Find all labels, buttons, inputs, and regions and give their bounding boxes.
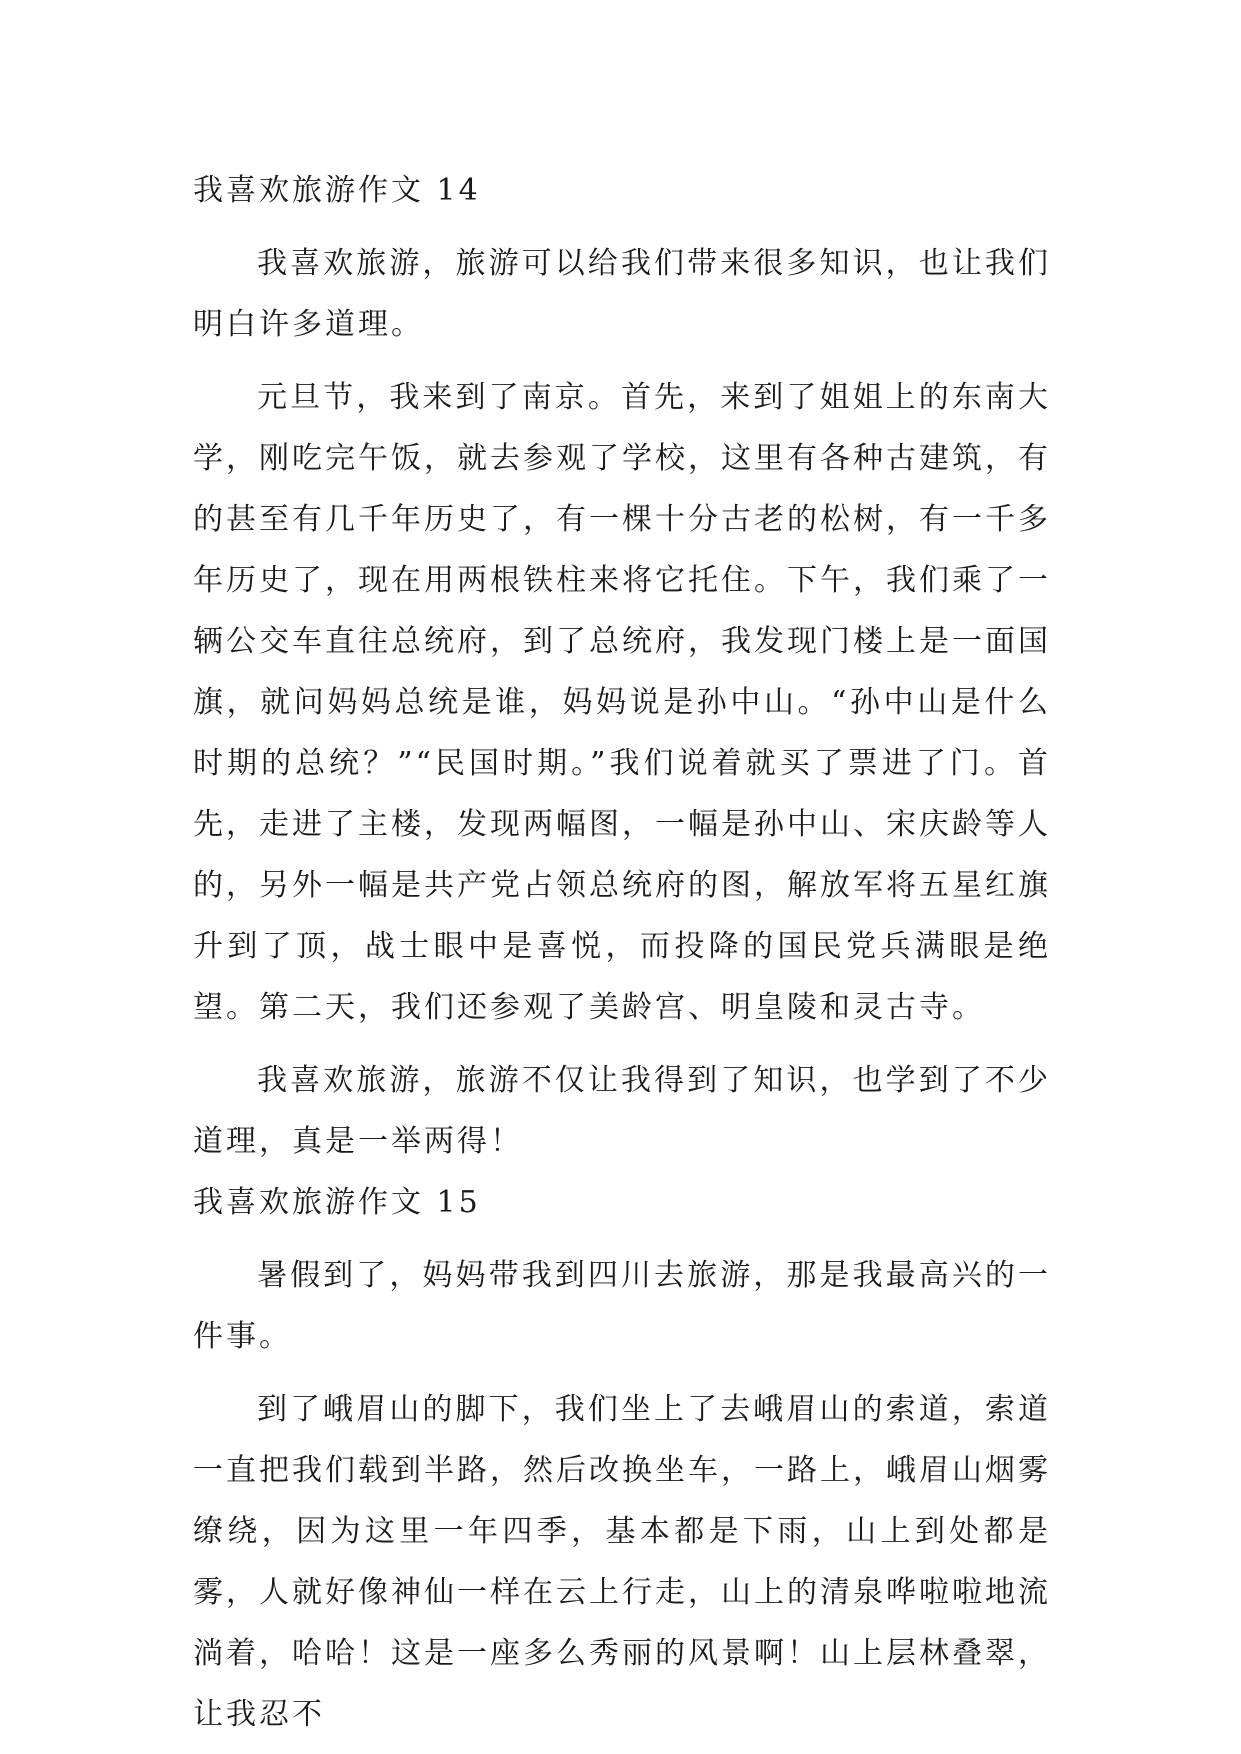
section-title-15: 我喜欢旅游作文 15 — [193, 1185, 481, 1220]
paragraph: 元旦节，我来到了南京。首先，来到了姐姐上的东南大学，刚吃完午饭，就去参观了学校，这里有各种古建筑，有的甚至有几千年历史了，有一棵十分古老的松树，有一千多年历史了，现在用两根铁柱来将它托住。下午，我们乘了一辆公交车直往总统府，到了总统府，我发现门楼上是一面国旗，就问妈妈总统是谁，妈妈说是孙中山。“孙中山是什么时期的总统？”“民国时期。”我们说着就买了票进了门。首先，走进了主楼，发现两幅图，一幅是孙中山、宋庆龄等人的，另外一幅是共产党占领总统府的图，解放军将五星红旗升到了顶，战士眼中是喜悦，而投降的国民党兵满眼是绝望。第二天，我们还参观了美龄宫、明皇陵和灵古寺。 — [193, 380, 1051, 1025]
paragraph: 我喜欢旅游，旅游不仅让我得到了知识，也学到了不少道理，真是一举两得！ — [193, 1063, 1051, 1159]
paragraph: 到了峨眉山的脚下，我们坐上了去峨眉山的索道，索道一直把我们载到半路，然后改换坐车，一路上，峨眉山烟雾缭绕，因为这里一年四季，基本都是下雨，山上到处都是雾，人就好像神仙一样在云上行走，山上的清泉哗啦啦地流淌着，哈哈！这是一座多么秀丽的风景啊！山上层林叠翠，让我忍不 — [193, 1392, 1051, 1732]
paragraph: 我喜欢旅游，旅游可以给我们带来很多知识，也让我们明白许多道理。 — [193, 246, 1051, 342]
document-body — [193, 160, 1051, 1745]
section-title-14: 我喜欢旅游作文 14 — [193, 173, 481, 208]
paragraph: 暑假到了，妈妈带我到四川去旅游，那是我最高兴的一件事。 — [193, 1258, 1051, 1354]
